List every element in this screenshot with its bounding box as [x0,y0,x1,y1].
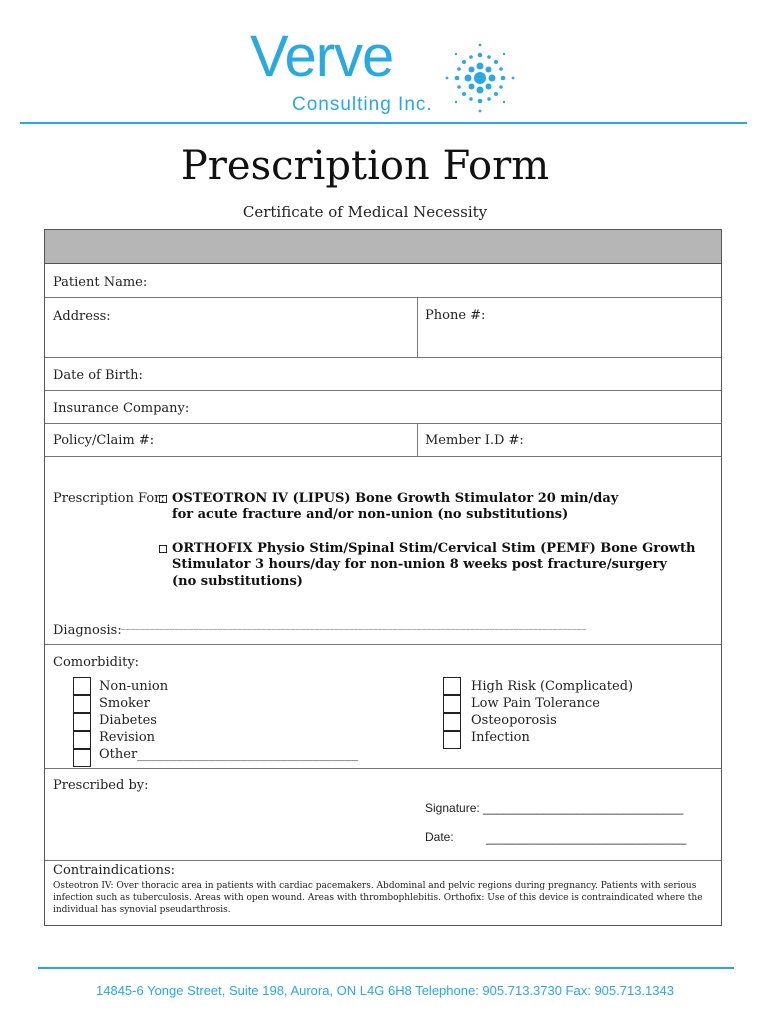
prescription-form [44,229,722,926]
comorbidity-checkbox-revision[interactable] [73,731,91,749]
footer-address: 14845-6 Yonge Street, Suite 198, Aurora, ON L4G 6H8 Telephone: 905.713.3730 Fax: 905.713.1343 [96,983,674,998]
footer-divider [38,967,734,969]
phone-label: Phone #: [425,308,486,323]
date-label: Date: [425,830,454,844]
diagnosis-label: Diagnosis: [53,623,122,638]
comorbidity-revision: Revision [99,730,156,745]
diagnosis-line[interactable]: ________________________________________________________________________________________________ [121,620,587,630]
dob-label: Date of Birth: [53,368,143,383]
orthofix-line-2: Stimulator 3 hours/day for non-union 8 weeks post fracture/surgery [172,557,667,572]
comorbidity-diabetes: Diabetes [99,713,157,728]
date-field[interactable]: ______________________________ [486,831,687,845]
contraindications-text: Osteotron IV: Over thoracic area in patients with cardiac pacemakers. Abdominal and pelvic regions during pregnancy. Patients with serious infection such as tuberculosis. Areas with open wound. Areas with thrombophlebitis. Orthofix: Use of this device is contraindicated where the individual has synovial pseudarthrosis. [53,881,703,915]
signature-field[interactable]: Signature: ______________________________ [425,801,684,815]
comorbidity-checkbox-smoker[interactable] [73,695,91,713]
osteotron-line-2: for acute fracture and/or non-union (no substitutions) [172,507,569,522]
osteotron-line-1: OSTEOTRON IV (LIPUS) Bone Growth Stimulator 20 min/day [172,491,619,506]
contraindications-title: Contraindications: [53,863,176,878]
comorbidity-non-union: Non-union [99,679,169,694]
comorbidity-checkbox-high-risk[interactable] [443,677,461,695]
policy-claim-label: Policy/Claim #: [53,433,155,448]
comorbidity-infection: Infection [471,730,530,745]
insurance-label: Insurance Company: [53,401,190,416]
form-header-band [45,230,721,264]
comorbidity-high-risk: High Risk (Complicated) [471,679,634,694]
prescribed-by-label: Prescribed by: [53,778,149,793]
orthofix-line-1: ORTHOFIX Physio Stim/Spinal Stim/Cervical Stim (PEMF) Bone Growth [172,541,696,556]
comorbidity-label: Comorbidity: [53,655,140,670]
comorbidity-checkbox-low-pain[interactable] [443,695,461,713]
header-divider [20,122,747,124]
comorbidity-low-pain: Low Pain Tolerance [471,696,600,711]
patient-name-label: Patient Name: [53,275,148,290]
orthofix-checkbox[interactable] [159,545,167,553]
address-label: Address: [53,309,111,324]
comorbidity-other: Other__________________________________ [99,747,359,762]
comorbidity-checkbox-other[interactable] [73,749,91,767]
comorbidity-checkbox-infection[interactable] [443,731,461,749]
comorbidity-checkbox-diabetes[interactable] [73,713,91,731]
member-id-label: Member I.D #: [425,433,524,448]
orthofix-line-3: (no substitutions) [172,574,303,589]
logo-wordmark: Verve [250,24,394,89]
logo-burst-icon [442,40,518,116]
comorbidity-checkbox-osteoporosis[interactable] [443,713,461,731]
page-subtitle: Certificate of Medical Necessity [242,203,488,221]
comorbidity-smoker: Smoker [99,696,150,711]
osteotron-checkbox[interactable] [159,495,167,503]
logo-tagline: Consulting Inc. [292,94,433,115]
page-title: Prescription Form [180,143,550,189]
comorbidity-osteoporosis: Osteoporosis [471,713,557,728]
prescription-for-label: Prescription For: [53,491,165,506]
comorbidity-checkbox-non-union[interactable] [73,677,91,695]
